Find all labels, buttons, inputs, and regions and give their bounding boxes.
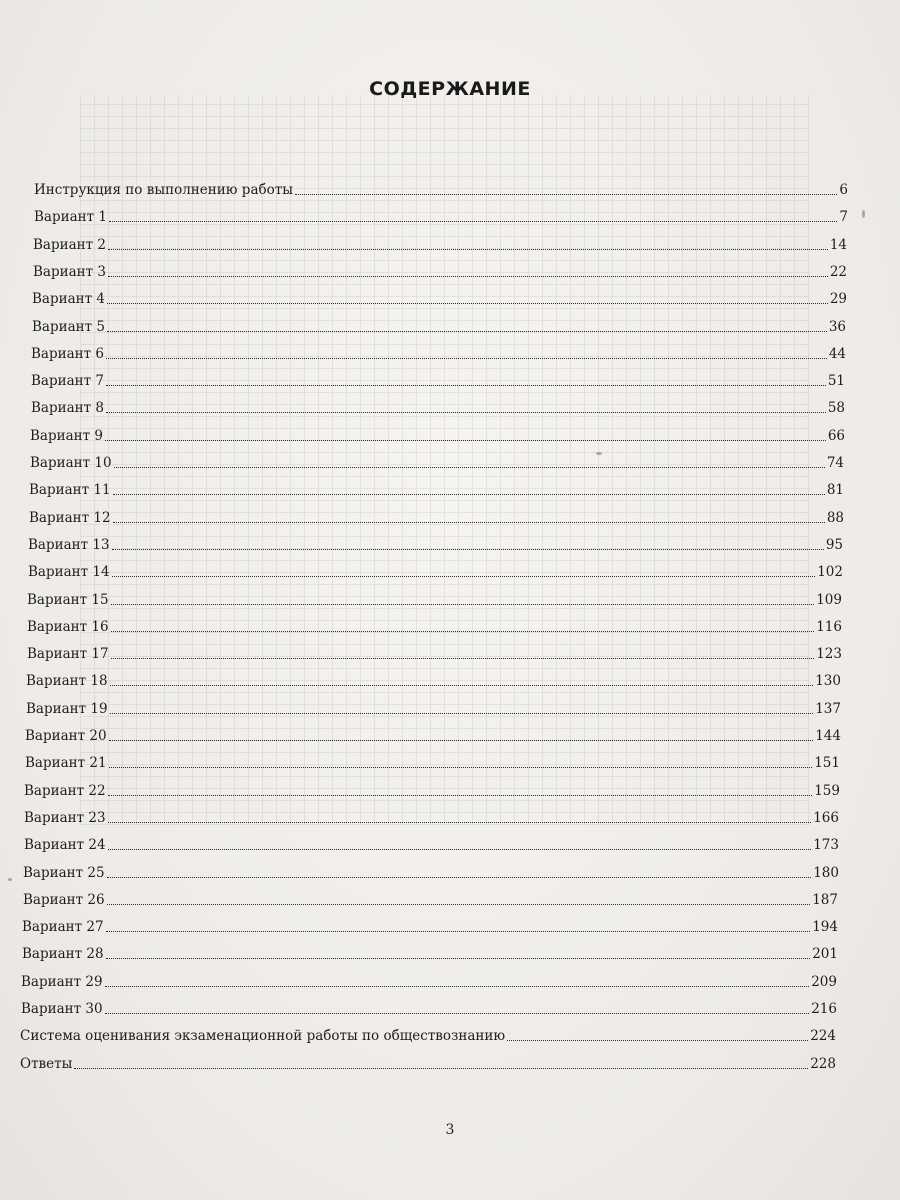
toc-entry-label: Вариант 18 [26, 673, 108, 689]
toc-entry-label: Вариант 17 [27, 646, 109, 662]
toc-entry-page: 14 [829, 237, 847, 253]
toc-entry-page: 173 [813, 837, 839, 853]
page-number: 3 [445, 1122, 455, 1138]
toc-dot-leader [108, 249, 828, 250]
toc-entry-label: Вариант 4 [32, 291, 106, 307]
toc-entry-page: 130 [815, 673, 841, 689]
toc-entry-label: Вариант 14 [28, 564, 110, 580]
toc-dot-leader [106, 931, 811, 932]
toc-entry-label: Вариант 23 [24, 810, 106, 826]
toc-entry-label: Вариант 3 [33, 264, 107, 280]
toc-dot-leader [109, 767, 813, 768]
toc-entry-page: 216 [811, 1001, 837, 1017]
toc-entry [22, 940, 838, 962]
toc-dot-leader [110, 685, 814, 686]
toc-entry-page: 22 [829, 264, 847, 280]
toc-entry-page: 166 [813, 810, 839, 826]
toc-entry [24, 777, 840, 799]
toc-entry [27, 586, 842, 608]
toc-entry [32, 285, 847, 307]
toc-dot-leader [108, 849, 812, 850]
toc-dot-leader [105, 1013, 810, 1014]
toc-dot-leader [507, 1040, 808, 1041]
toc-dot-leader [74, 1068, 808, 1069]
toc-entry [24, 831, 839, 853]
toc-entry [33, 258, 847, 280]
toc-dot-leader [107, 331, 827, 332]
toc-entry [24, 804, 839, 826]
toc-dot-leader [106, 358, 827, 359]
toc-entry-page: 109 [816, 592, 842, 608]
toc-entry [23, 859, 839, 881]
toc-entry [26, 667, 841, 689]
toc-dot-leader [113, 522, 825, 523]
toc-entry-label: Вариант 9 [30, 428, 104, 444]
toc-entry-page: 209 [811, 974, 837, 990]
toc-entry-label: Вариант 26 [23, 892, 105, 908]
toc-entry-label: Система оценивания экзаменационной работы по обществознанию [20, 1028, 506, 1044]
toc-entry [27, 613, 842, 635]
toc-entry-label: Вариант 7 [31, 373, 105, 389]
toc-dot-leader [107, 303, 828, 304]
toc-entry-label: Вариант 20 [25, 728, 107, 744]
toc-entry [30, 449, 844, 471]
toc-entry [31, 367, 845, 389]
toc-entry-page: 81 [826, 482, 844, 498]
toc-entry [21, 968, 837, 990]
toc-entry-page: 194 [812, 919, 838, 935]
toc-entry [31, 394, 845, 416]
toc-entry-label: Вариант 25 [23, 865, 105, 881]
toc-entry [29, 476, 844, 498]
toc-entry [20, 1050, 836, 1072]
toc-entry-page: 74 [826, 455, 844, 471]
toc-entry [23, 886, 838, 908]
toc-entry-page: 6 [839, 182, 848, 198]
toc-entry-label: Вариант 13 [28, 537, 110, 553]
paper-speck [862, 210, 865, 218]
toc-dot-leader [109, 221, 837, 222]
toc-entry-page: 36 [828, 319, 846, 335]
toc-entry [34, 176, 848, 198]
toc-entry [32, 313, 846, 335]
toc-entry-page: 123 [816, 646, 842, 662]
toc-entry-page: 187 [812, 892, 838, 908]
toc-entry-label: Вариант 24 [24, 837, 106, 853]
toc-entry-page: 44 [828, 346, 846, 362]
toc-entry-page: 151 [814, 755, 840, 771]
toc-dot-leader [108, 276, 828, 277]
toc-entry-page: 95 [825, 537, 843, 553]
toc-entry-label: Вариант 6 [31, 346, 105, 362]
toc-entry-page: 88 [826, 510, 844, 526]
toc-entry [30, 422, 845, 444]
toc-entry-page: 159 [814, 783, 840, 799]
toc-entry [22, 913, 838, 935]
toc-entry [28, 531, 843, 553]
toc-dot-leader [108, 822, 812, 823]
toc-dot-leader [109, 740, 814, 741]
toc-entry-label: Инструкция по выполнению работы [34, 182, 293, 198]
toc-entry [25, 722, 841, 744]
toc-dot-leader [295, 194, 837, 195]
toc-entry-page: 102 [817, 564, 843, 580]
toc-entry-label: Вариант 11 [29, 482, 111, 498]
toc-entry-label: Вариант 30 [21, 1001, 103, 1017]
toc-dot-leader [107, 904, 811, 905]
toc-entry-label: Вариант 5 [32, 319, 106, 335]
toc-entry [31, 340, 846, 362]
toc-entry [27, 640, 842, 662]
toc-entry-label: Вариант 22 [24, 783, 106, 799]
toc-dot-leader [112, 549, 824, 550]
toc-entry [26, 695, 841, 717]
toc-entry-page: 29 [829, 291, 847, 307]
toc-dot-leader [113, 494, 825, 495]
toc-dot-leader [111, 604, 815, 605]
toc-entry-label: Вариант 12 [29, 510, 111, 526]
toc-entry [28, 558, 843, 580]
toc-entry-label: Вариант 27 [22, 919, 104, 935]
toc-entry-page: 224 [810, 1028, 836, 1044]
toc-dot-leader [106, 412, 826, 413]
paper-speck [8, 878, 12, 881]
toc-entry [20, 1022, 836, 1044]
toc-entry-label: Вариант 21 [25, 755, 107, 771]
toc-entry-label: Вариант 19 [26, 701, 108, 717]
toc-entry-label: Вариант 29 [21, 974, 103, 990]
page-title: СОДЕРЖАНИЕ [369, 78, 531, 100]
toc-entry-page: 66 [827, 428, 845, 444]
toc-entry [25, 749, 840, 771]
toc-entry-page: 201 [812, 946, 838, 962]
toc-entry-label: Вариант 1 [34, 209, 108, 225]
toc-entry-page: 116 [816, 619, 842, 635]
toc-entry [33, 231, 847, 253]
toc-dot-leader [110, 713, 814, 714]
toc-entry-page: 144 [815, 728, 841, 744]
toc-entry-label: Вариант 28 [22, 946, 104, 962]
toc-dot-leader [114, 467, 825, 468]
toc-dot-leader [105, 440, 826, 441]
toc-entry-label: Вариант 15 [27, 592, 109, 608]
paper-speck [596, 452, 602, 455]
toc-dot-leader [108, 795, 813, 796]
toc-entry-label: Вариант 10 [30, 455, 112, 471]
toc-entry-label: Ответы [20, 1056, 73, 1072]
toc-entry-page: 51 [827, 373, 845, 389]
toc-dot-leader [111, 631, 815, 632]
toc-dot-leader [106, 385, 826, 386]
toc-entry [29, 504, 844, 526]
toc-entry-page: 58 [827, 400, 845, 416]
toc-dot-leader [106, 958, 811, 959]
toc-dot-leader [111, 658, 815, 659]
toc-entry [21, 995, 837, 1017]
toc-entry-label: Вариант 8 [31, 400, 105, 416]
toc-entry-label: Вариант 2 [33, 237, 107, 253]
toc-entry [34, 203, 848, 225]
toc-entry-page: 137 [815, 701, 841, 717]
toc-dot-leader [112, 576, 816, 577]
toc-entry-label: Вариант 16 [27, 619, 109, 635]
toc-entry-page: 180 [813, 865, 839, 881]
toc-dot-leader [105, 986, 810, 987]
toc-entry-page: 7 [839, 209, 848, 225]
toc-dot-leader [107, 877, 812, 878]
toc-entry-page: 228 [810, 1056, 836, 1072]
